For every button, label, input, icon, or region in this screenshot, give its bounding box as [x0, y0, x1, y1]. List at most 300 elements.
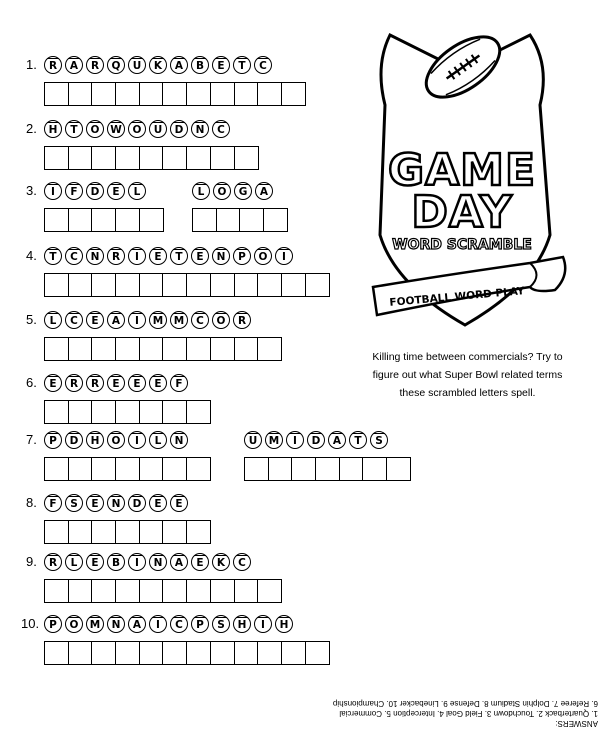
letter-tile [149, 494, 167, 512]
answers-line-1: 1. Quarterback 2. Touchdown 3. Field Goal 4. Interception 5. Commercial [339, 709, 598, 718]
letter-tile [233, 311, 251, 329]
letter-tile-label: L [70, 557, 78, 569]
letter-tile-label: A [259, 186, 269, 198]
answer-box[interactable] [305, 273, 330, 297]
letter-tile-label: A [69, 60, 79, 72]
letter-tile [44, 120, 62, 138]
caption-line-3: these scrambled letters spell. [399, 387, 536, 399]
answer-box[interactable] [339, 457, 364, 481]
answer-box[interactable] [268, 457, 293, 481]
letter-tile [170, 431, 188, 449]
word-group [44, 374, 210, 424]
letter-tile-label: D [132, 498, 142, 510]
letter-tile [65, 553, 83, 571]
letter-tile-label: K [153, 60, 163, 72]
letter-tile [191, 56, 209, 74]
answer-box[interactable] [162, 641, 187, 665]
letter-tile-label: P [49, 435, 57, 447]
answer-box[interactable] [186, 520, 211, 544]
banner-text: FOOTBALL WORD PLAY [389, 285, 525, 309]
letter-tile-label: I [156, 619, 160, 631]
letter-tile [44, 182, 62, 200]
puzzle-number: 9. [26, 554, 37, 569]
letter-tile-label: N [195, 124, 205, 136]
answer-box[interactable] [210, 337, 235, 361]
letter-tile [192, 182, 210, 200]
answer-box[interactable] [257, 82, 282, 106]
answer-boxes [44, 641, 328, 665]
answer-box[interactable] [162, 400, 187, 424]
answer-box[interactable] [68, 579, 93, 603]
logo-title-day: DAY [411, 187, 513, 238]
answer-box[interactable] [115, 579, 140, 603]
letter-tile [65, 431, 83, 449]
answer-box[interactable] [44, 400, 69, 424]
letter-tile [149, 247, 167, 265]
letter-tile [254, 247, 272, 265]
letter-tile-label: I [293, 435, 297, 447]
letter-tile-label: O [111, 435, 121, 447]
answer-box[interactable] [44, 457, 69, 481]
answer-box[interactable] [257, 579, 282, 603]
letter-tile [86, 494, 104, 512]
answer-box[interactable] [91, 579, 116, 603]
letter-tile [86, 56, 104, 74]
letter-tile-label: O [217, 186, 227, 198]
answers-upside-down [318, 698, 598, 728]
letter-tile-label: C [70, 251, 78, 263]
letter-tile-label: E [133, 378, 141, 390]
letter-tile [191, 615, 209, 633]
answer-box[interactable] [68, 457, 93, 481]
letter-tile-label: L [154, 435, 162, 447]
answer-box[interactable] [115, 82, 140, 106]
letter-tile [107, 311, 125, 329]
letter-tile-label: C [238, 557, 246, 569]
letter-tile-label: S [375, 435, 383, 447]
letter-tile [233, 247, 251, 265]
scrambled-letters [44, 247, 328, 267]
letter-tile-label: C [175, 619, 183, 631]
letter-tile [149, 56, 167, 74]
word-group [44, 494, 210, 544]
letter-tile [65, 615, 83, 633]
answer-box[interactable] [281, 273, 306, 297]
letter-tile [128, 311, 146, 329]
answer-box[interactable] [91, 273, 116, 297]
answers-heading: ANSWERS: [555, 719, 598, 728]
scrambled-letters [44, 120, 257, 140]
letter-tile [128, 247, 146, 265]
letter-tile [233, 615, 251, 633]
letter-tile [65, 494, 83, 512]
letter-tile-label: G [238, 186, 248, 198]
letter-tile [328, 431, 346, 449]
letter-tile-label: P [196, 619, 204, 631]
answer-box[interactable] [281, 82, 306, 106]
answer-box[interactable] [44, 82, 69, 106]
answer-box[interactable] [162, 520, 187, 544]
caption [335, 348, 600, 402]
letter-tile-label: L [197, 186, 205, 198]
answers-line-2: 6. Referee 7. Dolphin Stadium 8. Defense 9. Linebacker 10. Championship [332, 699, 598, 708]
letter-tile-label: C [196, 315, 204, 327]
word-group [44, 247, 328, 297]
answer-box[interactable] [186, 641, 211, 665]
answer-box[interactable] [91, 146, 116, 170]
letter-tile [307, 431, 325, 449]
answer-box[interactable] [162, 82, 187, 106]
answer-boxes [44, 273, 328, 297]
caption-line-1: Killing time between commercials? Try to [372, 351, 563, 363]
answer-box[interactable] [162, 273, 187, 297]
letter-tile [107, 615, 125, 633]
word-group [44, 615, 328, 665]
letter-tile-label: U [248, 435, 258, 447]
answer-box[interactable] [68, 273, 93, 297]
answer-box[interactable] [234, 337, 259, 361]
letter-tile-label: N [90, 251, 100, 263]
letter-tile [212, 247, 230, 265]
answer-box[interactable] [210, 273, 235, 297]
puzzle-number: 1. [26, 57, 37, 72]
letter-tile-label: R [90, 60, 100, 72]
letter-tile-label: N [216, 251, 226, 263]
answer-box[interactable] [115, 146, 140, 170]
letter-tile-label: F [49, 498, 57, 510]
letter-tile [44, 247, 62, 265]
answer-box[interactable] [139, 146, 164, 170]
answer-box[interactable] [162, 457, 187, 481]
answer-box[interactable] [210, 82, 235, 106]
letter-tile-label: B [111, 557, 120, 569]
letter-tile-label: F [70, 186, 78, 198]
letter-tile [86, 374, 104, 392]
answer-boxes [44, 457, 210, 481]
letter-tile [128, 615, 146, 633]
letter-tile [86, 615, 104, 633]
answer-box[interactable] [234, 579, 259, 603]
letter-tile-label: A [111, 315, 121, 327]
letter-tile [65, 56, 83, 74]
letter-tile [370, 431, 388, 449]
letter-tile-label: H [237, 619, 247, 631]
puzzle-number: 3. [26, 183, 37, 198]
letter-tile-label: N [111, 619, 121, 631]
letter-tile [170, 615, 188, 633]
puzzle-number: 5. [26, 312, 37, 327]
answer-box[interactable] [192, 208, 217, 232]
letter-tile [86, 182, 104, 200]
letter-tile [254, 615, 272, 633]
letter-tile-label: M [152, 315, 164, 327]
letter-tile-label: I [51, 186, 55, 198]
letter-tile [44, 553, 62, 571]
letter-tile [212, 120, 230, 138]
letter-tile [107, 374, 125, 392]
answer-box[interactable] [139, 400, 164, 424]
answer-box[interactable] [216, 208, 241, 232]
letter-tile [170, 247, 188, 265]
letter-tile [65, 247, 83, 265]
letter-tile [107, 247, 125, 265]
answer-box[interactable] [115, 400, 140, 424]
answer-box[interactable] [257, 337, 282, 361]
answer-box[interactable] [186, 457, 211, 481]
answer-box[interactable] [386, 457, 411, 481]
letter-tile-label: I [261, 619, 265, 631]
answer-box[interactable] [68, 82, 93, 106]
letter-tile-label: S [217, 619, 225, 631]
letter-tile-label: I [135, 557, 139, 569]
letter-tile [107, 431, 125, 449]
letter-tile [212, 615, 230, 633]
answer-box[interactable] [44, 208, 69, 232]
letter-tile [149, 553, 167, 571]
letter-tile [212, 311, 230, 329]
letter-tile-label: E [175, 498, 183, 510]
answer-box[interactable] [44, 146, 69, 170]
scrambled-letters [44, 494, 210, 514]
letter-tile-label: U [153, 124, 163, 136]
answer-box[interactable] [115, 641, 140, 665]
answer-box[interactable] [263, 208, 288, 232]
answer-boxes [44, 82, 305, 106]
letter-tile-label: T [354, 435, 362, 447]
letter-tile-label: E [154, 378, 162, 390]
letter-tile-label: R [48, 60, 58, 72]
answer-box[interactable] [244, 457, 269, 481]
letter-tile-label: R [237, 315, 247, 327]
letter-tile [191, 553, 209, 571]
letter-tile [149, 374, 167, 392]
letter-tile-label: E [217, 60, 225, 72]
letter-tile-label: M [268, 435, 280, 447]
answer-box[interactable] [44, 579, 69, 603]
letter-tile [86, 120, 104, 138]
answer-box[interactable] [115, 457, 140, 481]
answer-box[interactable] [186, 146, 211, 170]
letter-tile [86, 247, 104, 265]
answer-boxes [44, 208, 162, 232]
letter-tile-label: E [196, 251, 204, 263]
answer-box[interactable] [162, 579, 187, 603]
answer-box[interactable] [257, 641, 282, 665]
letter-tile [86, 431, 104, 449]
letter-tile [44, 374, 62, 392]
answer-box[interactable] [139, 337, 164, 361]
answer-box[interactable] [91, 641, 116, 665]
letter-tile-label: S [70, 498, 78, 510]
puzzle-number: 7. [26, 432, 37, 447]
letter-tile [107, 120, 125, 138]
letter-tile-label: U [132, 60, 142, 72]
letter-tile-label: N [153, 557, 163, 569]
answer-box[interactable] [68, 208, 93, 232]
answer-boxes [44, 400, 210, 424]
answer-box[interactable] [91, 337, 116, 361]
letter-tile [107, 56, 125, 74]
letter-tile-label: O [216, 315, 226, 327]
answer-box[interactable] [315, 457, 340, 481]
game-day-logo [365, 25, 575, 345]
answer-boxes [192, 208, 287, 232]
letter-tile-label: R [48, 557, 58, 569]
answer-box[interactable] [44, 273, 69, 297]
letter-tile [191, 120, 209, 138]
letter-tile-label: L [133, 186, 141, 198]
letter-tile-label: A [174, 60, 184, 72]
answer-box[interactable] [68, 520, 93, 544]
answer-box[interactable] [234, 641, 259, 665]
letter-tile [65, 182, 83, 200]
letter-tile-label: E [112, 378, 120, 390]
answer-box[interactable] [139, 457, 164, 481]
answer-box[interactable] [186, 337, 211, 361]
letter-tile-label: O [90, 124, 100, 136]
answer-box[interactable] [115, 208, 140, 232]
letter-tile-label: E [91, 315, 99, 327]
answer-box[interactable] [115, 520, 140, 544]
letter-tile-label: I [282, 251, 286, 263]
answer-box[interactable] [139, 579, 164, 603]
answer-box[interactable] [186, 400, 211, 424]
answer-box[interactable] [281, 641, 306, 665]
answer-box[interactable] [139, 520, 164, 544]
scrambled-letters [44, 56, 305, 76]
letter-tile [233, 553, 251, 571]
letter-tile [128, 494, 146, 512]
scrambled-letters [44, 615, 328, 635]
answer-box[interactable] [362, 457, 387, 481]
letter-tile-label: D [69, 435, 79, 447]
letter-tile-label: H [48, 124, 58, 136]
word-group [44, 553, 281, 603]
answer-box[interactable] [139, 208, 164, 232]
letter-tile [275, 615, 293, 633]
letter-tile-label: P [49, 619, 57, 631]
letter-tile-label: W [110, 124, 122, 136]
answer-boxes [44, 146, 257, 170]
letter-tile [255, 182, 273, 200]
answer-box[interactable] [210, 641, 235, 665]
answer-box[interactable] [115, 273, 140, 297]
answer-box[interactable] [239, 208, 264, 232]
letter-tile-label: A [332, 435, 342, 447]
letter-tile [191, 311, 209, 329]
letter-tile [44, 56, 62, 74]
answer-boxes [244, 457, 410, 481]
answer-box[interactable] [186, 579, 211, 603]
letter-tile-label: E [91, 498, 99, 510]
letter-tile [86, 553, 104, 571]
answer-box[interactable] [234, 146, 259, 170]
letter-tile [244, 431, 262, 449]
letter-tile [149, 311, 167, 329]
letter-tile-label: O [258, 251, 268, 263]
letter-tile [265, 431, 283, 449]
answer-box[interactable] [91, 520, 116, 544]
word-group [192, 182, 287, 232]
puzzle-number: 4. [26, 248, 37, 263]
answer-box[interactable] [210, 146, 235, 170]
letter-tile-label: I [135, 251, 139, 263]
letter-tile-label: Q [111, 60, 121, 72]
answer-box[interactable] [91, 400, 116, 424]
letter-tile-label: L [49, 315, 57, 327]
answer-box[interactable] [139, 641, 164, 665]
answer-box[interactable] [115, 337, 140, 361]
answer-box[interactable] [44, 641, 69, 665]
puzzle-number: 10. [21, 616, 40, 631]
scrambled-letters [44, 311, 281, 331]
letter-tile [233, 56, 251, 74]
answer-box[interactable] [291, 457, 316, 481]
answer-box[interactable] [162, 146, 187, 170]
puzzle-number: 8. [26, 495, 37, 510]
letter-tile [128, 182, 146, 200]
answer-box[interactable] [139, 82, 164, 106]
answer-box[interactable] [68, 337, 93, 361]
scrambled-letters [44, 182, 162, 202]
answer-box[interactable] [257, 273, 282, 297]
answer-box[interactable] [186, 82, 211, 106]
scrambled-letters [44, 553, 281, 573]
letter-tile-label: R [111, 251, 121, 263]
letter-tile-label: N [111, 498, 121, 510]
letter-tile-label: T [70, 124, 78, 136]
letter-tile [65, 374, 83, 392]
letter-tile [149, 431, 167, 449]
letter-tile [234, 182, 252, 200]
letter-tile [254, 56, 272, 74]
letter-tile [128, 374, 146, 392]
letter-tile-label: E [154, 251, 162, 263]
letter-tile-label: F [175, 378, 183, 390]
answer-box[interactable] [186, 273, 211, 297]
letter-tile [128, 431, 146, 449]
letter-tile-label: K [216, 557, 226, 569]
answer-box[interactable] [234, 82, 259, 106]
answer-box[interactable] [68, 400, 93, 424]
answer-box[interactable] [162, 337, 187, 361]
answer-box[interactable] [91, 457, 116, 481]
answer-box[interactable] [44, 337, 69, 361]
letter-tile-label: N [174, 435, 184, 447]
answer-box[interactable] [68, 146, 93, 170]
puzzle-number: 6. [26, 375, 37, 390]
letter-tile-label: H [90, 435, 100, 447]
word-group [44, 182, 162, 232]
answer-box[interactable] [68, 641, 93, 665]
letter-tile [349, 431, 367, 449]
letter-tile-label: D [174, 124, 184, 136]
letter-tile-label: B [195, 60, 204, 72]
answer-box[interactable] [234, 273, 259, 297]
letter-tile [107, 494, 125, 512]
letter-tile-label: E [154, 498, 162, 510]
letter-tile-label: P [238, 251, 246, 263]
answer-box[interactable] [305, 641, 330, 665]
answer-box[interactable] [44, 520, 69, 544]
answer-box[interactable] [139, 273, 164, 297]
letter-tile [170, 553, 188, 571]
answer-box[interactable] [91, 82, 116, 106]
answer-boxes [44, 520, 210, 544]
answer-box[interactable] [91, 208, 116, 232]
answer-box[interactable] [210, 579, 235, 603]
logo-subtitle: WORD SCRAMBLE [392, 237, 532, 253]
